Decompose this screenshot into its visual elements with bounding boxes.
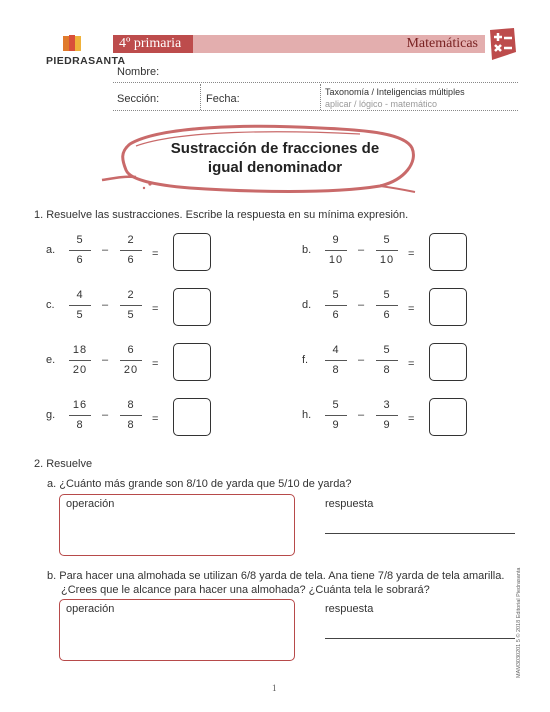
answer-box[interactable] [173,288,211,326]
fraction-numerator: 16 [72,399,88,411]
equals-sign: = [152,248,159,260]
answer-box[interactable] [173,343,211,381]
fraction-denominator: 5 [76,309,84,321]
fraction-denominator: 10 [379,254,395,266]
exercise-letter: g. [46,409,56,421]
answer-box[interactable] [429,288,467,326]
book-logo-icon [62,35,82,53]
fraction-denominator: 6 [76,254,84,266]
answer-label-a: respuesta [325,498,374,510]
answer-box[interactable] [429,233,467,271]
fraction-denominator: 20 [123,364,139,376]
fraction-bar [376,305,398,306]
question-b-line-2: ¿Crees que le alcance para hacer una almohada? ¿Cuánta tela le sobrará? [61,584,430,596]
question-b-line-1: b. Para hacer una almohada se utilizan 6/8 yarda de tela. Ana tiene 7/8 yarda de tela amarilla. [47,570,505,582]
fraction-bar [120,305,142,306]
answer-box[interactable] [173,398,211,436]
fraction-bar [325,305,347,306]
equals-sign: = [408,303,415,315]
minus-sign: – [102,244,109,256]
exercise-letter: b. [302,244,312,256]
fraction-bar [120,360,142,361]
equals-sign: = [408,248,415,260]
fraction-denominator: 9 [332,419,340,431]
minus-sign: – [358,244,365,256]
fraction-numerator: 5 [332,399,340,411]
operation-label-b: operación [66,603,115,615]
name-label: Nombre: [117,66,160,78]
fraction-bar [120,250,142,251]
fraction-bar [325,250,347,251]
minus-sign: – [102,354,109,366]
fraction-numerator: 6 [127,344,135,356]
fraction-bar [325,360,347,361]
equals-sign: = [152,413,159,425]
minus-sign: – [358,409,365,421]
exercise-letter: a. [46,244,56,256]
fraction-denominator: 6 [127,254,135,266]
instruction-2: 2. Resuelve [34,458,93,470]
fraction-denominator: 8 [332,364,340,376]
fraction-bar [325,415,347,416]
fraction-numerator: 5 [383,344,391,356]
exercise-letter: e. [46,354,56,366]
fraction-numerator: 5 [76,234,84,246]
fraction-bar [120,415,142,416]
fraction-denominator: 20 [72,364,88,376]
minus-sign: – [102,299,109,311]
minus-sign: – [102,409,109,421]
fraction-bar [376,360,398,361]
answer-box[interactable] [429,343,467,381]
exercise-letter: h. [302,409,312,421]
fraction-numerator: 5 [383,289,391,301]
fraction-denominator: 10 [328,254,344,266]
title-line-2: igual denominador [207,159,343,176]
section-label: Sección: [117,93,160,105]
exercise-letter: f. [302,354,309,366]
fraction-denominator: 9 [383,419,391,431]
operation-label-a: operación [66,498,115,510]
fraction-denominator: 8 [76,419,84,431]
fraction-numerator: 8 [127,399,135,411]
fraction-denominator: 6 [383,309,391,321]
minus-sign: – [358,354,365,366]
exercise-letter: d. [302,299,312,311]
fraction-bar [69,415,91,416]
fraction-numerator: 5 [332,289,340,301]
minus-sign: – [358,299,365,311]
fraction-bar [376,250,398,251]
fraction-numerator: 9 [332,234,340,246]
taxonomy-value: aplicar / lógico - matemático [325,99,438,109]
equals-sign: = [152,358,159,370]
page-number: 1 [272,683,277,693]
page-title [150,139,400,177]
question-a: a. ¿Cuánto más grande son 8/10 de yarda que 5/10 de yarda? [47,478,352,490]
fraction-bar [69,360,91,361]
answer-line-b[interactable] [325,638,515,639]
taxonomy-label: Taxonomía / Inteligencias múltiples [325,87,465,97]
subject-label: Matemáticas [406,36,478,51]
fraction-numerator: 18 [72,344,88,356]
instruction-1: 1. Resuelve las sustracciones. Escribe la respuesta en su mínima expresión. [34,209,409,221]
fraction-numerator: 3 [383,399,391,411]
fraction-numerator: 2 [127,234,135,246]
fraction-bar [69,250,91,251]
fraction-denominator: 5 [127,309,135,321]
fraction-numerator: 4 [76,289,84,301]
divider [113,110,518,111]
math-operations-icon [486,28,516,60]
grade-label: 4º primaria [119,36,182,51]
fraction-denominator: 8 [383,364,391,376]
divider [113,82,518,83]
fraction-denominator: 6 [332,309,340,321]
answer-line-a[interactable] [325,533,515,534]
fraction-bar [376,415,398,416]
equals-sign: = [408,413,415,425]
answer-label-b: respuesta [325,603,374,615]
fraction-numerator: 2 [127,289,135,301]
answer-box[interactable] [173,233,211,271]
divider [320,84,321,110]
answer-box[interactable] [429,398,467,436]
divider [200,84,201,110]
brand-name: PIEDRASANTA [46,55,126,67]
fraction-bar [69,305,91,306]
equals-sign: = [152,303,159,315]
date-label: Fecha: [206,93,240,105]
fraction-numerator: 4 [332,344,340,356]
title-line-1: Sustracción de fracciones de [170,140,380,157]
copyright-note: MAM3030201 5 © 2018 Editorial Piedrasanta [516,567,522,678]
equals-sign: = [408,358,415,370]
fraction-denominator: 8 [127,419,135,431]
fraction-numerator: 5 [383,234,391,246]
exercise-letter: c. [46,299,55,311]
